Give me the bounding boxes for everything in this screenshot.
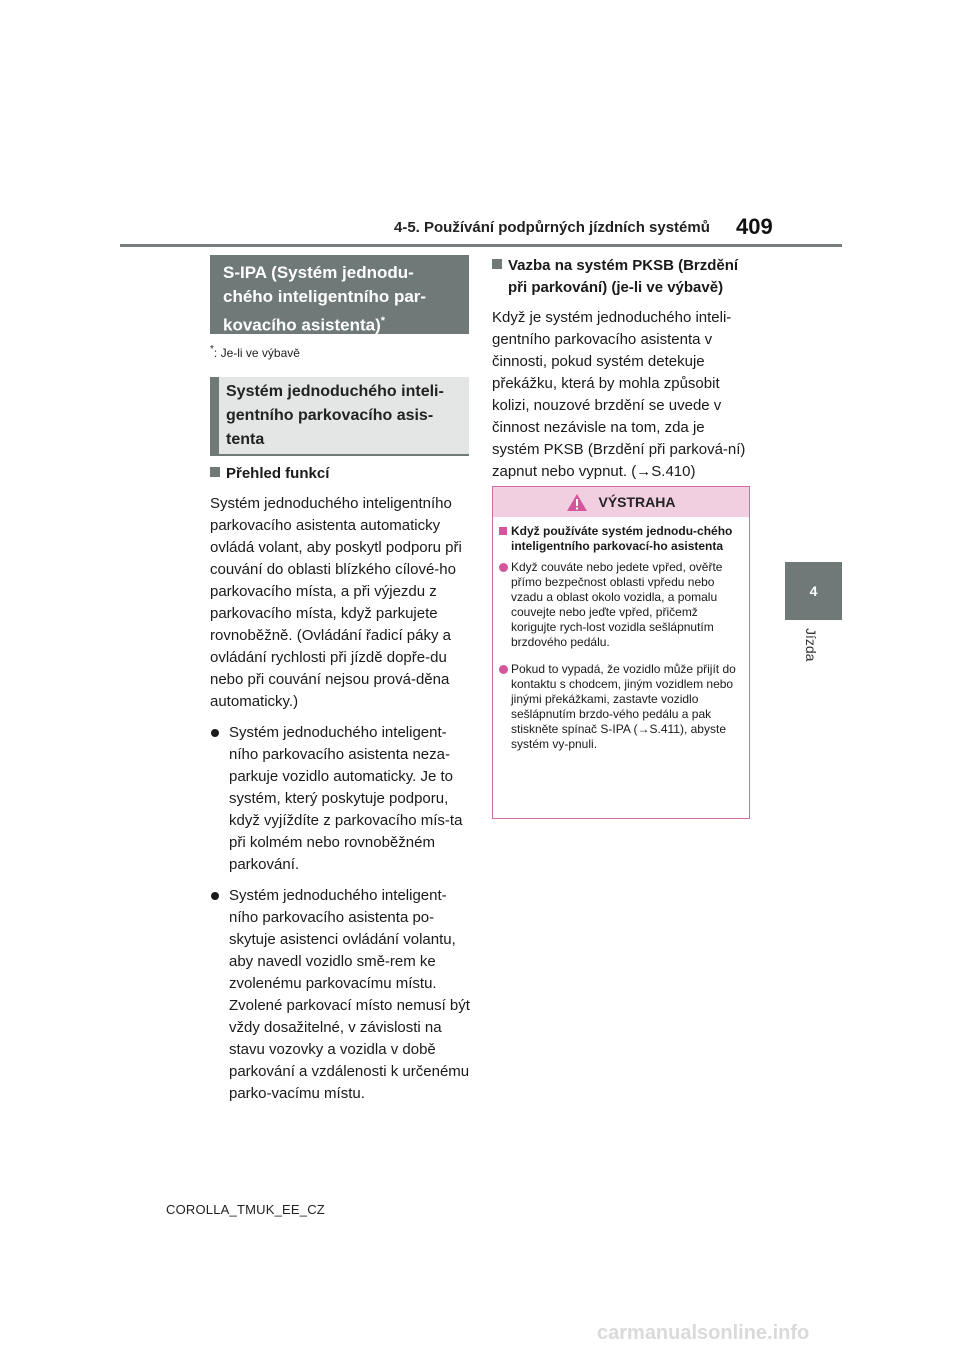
right-column bbox=[492, 255, 754, 483]
page-number: 409 bbox=[736, 214, 773, 239]
square-bullet-icon bbox=[499, 527, 507, 535]
chapter-label: Jízda bbox=[803, 628, 819, 662]
subsection-title: Systém jednoduchého inteli-gentního parkovacího asis-tenta bbox=[210, 377, 469, 456]
warning-item bbox=[499, 560, 741, 650]
running-header: 4-5. Používání podpůrných jízdních systémů bbox=[394, 219, 710, 236]
pksb-heading bbox=[492, 255, 754, 299]
list-item bbox=[210, 722, 472, 876]
warning-title: VÝSTRAHA bbox=[598, 494, 676, 510]
section-title-mark: * bbox=[380, 315, 386, 327]
warning-heading-text: Když používáte systém jednodu-chého inteligentního parkovací-ho asistenta bbox=[511, 524, 733, 553]
footnote-text: : Je-li ve výbavě bbox=[213, 346, 300, 360]
warning-box bbox=[492, 486, 750, 819]
pksb-heading-text: Vazba na systém PKSB (Brzdění při parkování) (je-li ve výbavě) bbox=[508, 257, 739, 296]
warning-body bbox=[493, 517, 749, 752]
warning-triangle-icon bbox=[566, 493, 588, 512]
list-item-text: Systém jednoduchého inteligent-ního parkovacího asistenta po-skytuje asistenci ovládání volantu, aby navedl vozidlo smě-rem ke zvolenému parkovacímu místu. Zvolené parkovací místo nemusí být vždy dosažitelné, v závislosti na stavu vozovky a vozidla v době parkování a vzdálenosti k určenému parko-vacímu místu. bbox=[229, 887, 470, 1102]
warning-item bbox=[499, 662, 741, 752]
pksb-paragraph: Když je systém jednoduchého inteli-gentního parkovacího asistenta v činnosti, pokud systém detekuje překážku, která by mohla způsobit kolizi, nouzové brzdění se uvede v činnost nezávisle na tom, zda je systém PKSB (Brzdění při parková-ní) zapnut nebo vypnut. (→S.410) bbox=[492, 309, 746, 480]
square-bullet-icon bbox=[210, 467, 220, 477]
bullet-dot-icon bbox=[211, 729, 219, 737]
bullet-dot-icon bbox=[499, 563, 508, 572]
overview-paragraph: Systém jednoduchého inteligentního parkovacího asistenta automaticky ovládá volant, aby poskytl podporu při couvání do oblasti blízkého cílové-ho parkovacího místa, a při výjezdu z parkovacího místa, když parkujete rovnoběžně. (Ovládání řadicí páky a ovládání rychlosti při jízdě dopře-du nebo při couvání nejsou prová-děna automaticky.) bbox=[210, 495, 462, 710]
warning-item-text: Pokud to vypadá, že vozidlo může přijít do kontaktu s chodcem, jiným vozidlem nebo jinými překážkami, zastavte vozidlo sešlápnutím brzdo-vého pedálu a pak stiskněte spínač S-IPA (→S.411), abyste systém vy-pnuli. bbox=[511, 662, 736, 751]
square-bullet-icon bbox=[492, 259, 502, 269]
section-title-text: S-IPA (Systém jednodu-chého inteligentního par-kovacího asistenta) bbox=[223, 263, 427, 335]
watermark: carmanualsonline.info bbox=[597, 1322, 810, 1344]
list-item-text: Systém jednoduchého inteligent-ního parkovacího asistenta neza-parkuje vozidlo automaticky. Je to systém, který poskytuje podporu, když vyjíždíte z parkovacího mís-ta při kolmém nebo rovnoběžném parkování. bbox=[229, 724, 463, 873]
warning-heading bbox=[499, 524, 741, 554]
bullet-dot-icon bbox=[499, 665, 508, 674]
section-title bbox=[210, 255, 469, 334]
bullet-dot-icon bbox=[211, 892, 219, 900]
chapter-number: 4 bbox=[809, 583, 818, 599]
header-divider bbox=[120, 244, 842, 247]
warning-item-text: Když couváte nebo jedete vpřed, ověřte přímo bezpečnost oblasti vpředu nebo vzadu a oblast okolo vozidla, a pomalu couvejte nebo jeďte vpřed, přičemž korigujte rych-lost vozidla sešlápnutím brzdového pedálu. bbox=[511, 560, 723, 649]
footnote-mark: * bbox=[210, 344, 214, 355]
overview-heading bbox=[210, 463, 472, 485]
overview-heading-text: Přehled funkcí bbox=[226, 465, 330, 482]
footnote bbox=[210, 344, 300, 360]
chapter-tab[interactable] bbox=[785, 562, 842, 620]
left-column bbox=[210, 463, 472, 1105]
warning-header bbox=[493, 487, 749, 517]
list-item bbox=[210, 885, 472, 1105]
document-code: COROLLA_TMUK_EE_CZ bbox=[166, 1202, 325, 1217]
